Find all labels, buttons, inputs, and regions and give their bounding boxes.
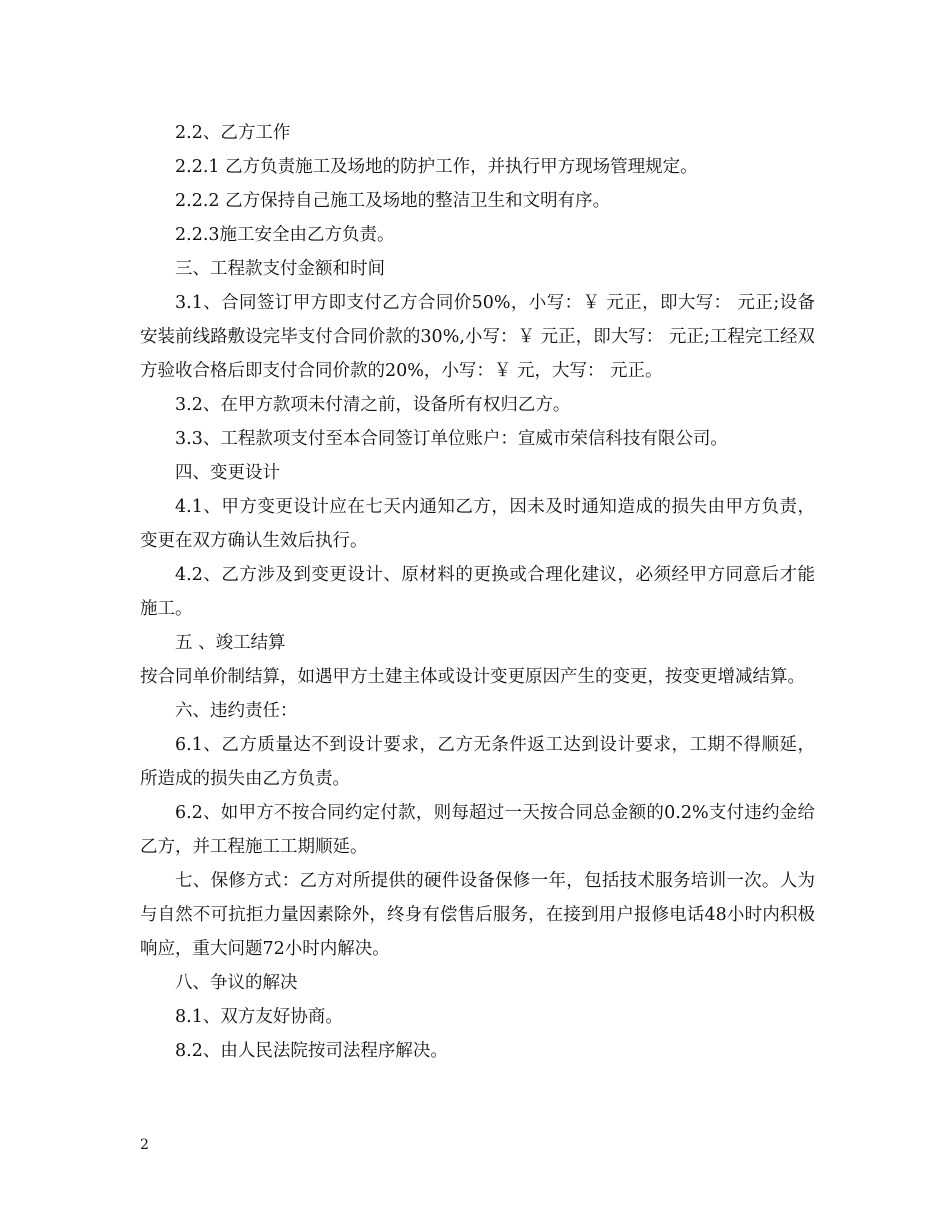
section-heading: 五 、竣工结算 [175,633,286,653]
paragraph: 6.2、如甲方不按合同约定付款，则每超过一天按合同总金额的0.2%支付违约金给乙方，并工程施工工期顺延。 [140,803,815,857]
paragraph: 6.1、乙方质量达不到设计要求，乙方无条件返工达到设计要求，工期不得顺延，所造成的损失由乙方负责。 [140,735,815,789]
paragraph: 4.2、乙方涉及到变更设计、原材料的更换或合理化建议，必须经甲方同意后才能施工。 [140,565,815,619]
paragraph: 2.2.2 乙方保持自己施工及场地的整洁卫生和文明有序。 [175,191,611,211]
paragraph: 2.2.1 乙方负责施工及场地的防护工作，并执行甲方现场管理规定。 [175,157,698,177]
document-body [140,116,815,1068]
paragraph: 8.2、由人民法院按司法程序解决。 [175,1041,448,1061]
paragraph: 3.1、合同签订甲方即支付乙方合同价50%，小写：￥ 元正，即大写： 元正;设备安装前线路敷设完毕支付合同价款的30%,小写：￥ 元正，即大写： 元正;工程完工经双方验收合格后即支付合同价款的20%，小写：￥ 元，大写： 元正。 [140,293,815,381]
paragraph: 3.3、工程款项支付至本合同签订单位账户：宣威市荣信科技有限公司。 [175,429,728,449]
section-heading: 三、工程款支付金额和时间 [175,259,385,279]
section-heading: 六、违约责任： [175,701,298,721]
paragraph: 2.2.3施工安全由乙方负责。 [175,225,395,245]
section-heading: 四、变更设计 [175,463,280,483]
paragraph: 2.2、乙方工作 [175,123,291,143]
paragraph: 8.1、双方友好协商。 [175,1007,343,1027]
paragraph: 按合同单价制结算，如遇甲方土建主体或设计变更原因产生的变更，按变更增减结算。 [140,667,805,687]
paragraph: 4.1、甲方变更设计应在七天内通知乙方，因未及时通知造成的损失由甲方负责，变更在双方确认生效后执行。 [140,497,815,551]
paragraph: 3.2、在甲方款项未付清之前，设备所有权归乙方。 [175,395,571,415]
paragraph: 七、保修方式：乙方对所提供的硬件设备保修一年，包括技术服务培训一次。人为与自然不可抗拒力量因素除外，终身有偿售后服务，在接到用户报修电话48小时内积极响应，重大问题72小时内解决。 [140,871,815,959]
section-heading: 八、争议的解决 [175,973,298,993]
page-number: 2 [140,1137,149,1153]
